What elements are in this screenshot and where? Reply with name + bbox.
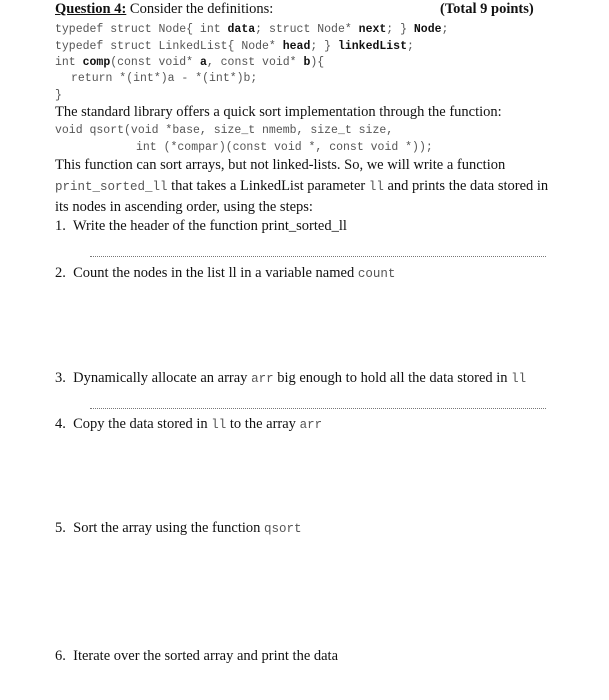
code-text: typedef struct Node{ int xyxy=(55,23,228,36)
step-number: 2. xyxy=(55,265,66,281)
code-keyword: head xyxy=(282,40,311,53)
description-line3: its nodes in ascending order, using the steps: xyxy=(55,199,313,215)
code-text: ; struct Node* xyxy=(255,23,359,36)
step-6 xyxy=(55,648,338,665)
function-name-code: print_sorted_ll xyxy=(55,180,168,194)
step-code: arr xyxy=(299,418,323,432)
step-number: 1. xyxy=(55,218,66,234)
step-code: arr xyxy=(251,372,274,386)
code-text: ; } xyxy=(310,40,338,53)
question-text: Consider the definitions: xyxy=(129,1,274,17)
question-header xyxy=(55,1,273,18)
code-text: , const void* xyxy=(206,56,304,69)
description-text: that takes a LinkedList parameter xyxy=(167,178,369,194)
step-text: Dynamically allocate an array xyxy=(73,370,252,386)
qsort-signature-line1: void qsort(void *base, size_t nmemb, size_t size, xyxy=(55,124,394,137)
step-number: 4. xyxy=(55,416,66,432)
step-code: count xyxy=(357,267,396,281)
description-line2 xyxy=(55,178,548,195)
code-keyword: linkedList xyxy=(337,40,407,53)
code-text: ; xyxy=(406,40,414,53)
param-code: ll xyxy=(368,180,384,194)
qsort-signature-line2: int (*compar)(const void *, const void *)); xyxy=(136,141,433,154)
answer-line-1 xyxy=(90,256,546,257)
step-text: to the array xyxy=(226,416,300,432)
step-text: Copy the data stored in xyxy=(73,416,212,432)
step-number: 6. xyxy=(55,648,66,664)
code-text: ; } xyxy=(386,23,414,36)
step-number: 5. xyxy=(55,520,66,536)
step-text: Sort the array using the function xyxy=(73,520,264,536)
step-code: qsort xyxy=(264,522,302,536)
step-code: ll xyxy=(511,372,527,386)
step-5 xyxy=(55,520,302,537)
step-text: Write the header of the function print_sorted_ll xyxy=(72,218,347,234)
points-label: (Total 9 points) xyxy=(440,1,534,17)
code-keyword: b xyxy=(303,56,311,69)
step-3 xyxy=(55,370,526,387)
step-text: Iterate over the sorted array and print the data xyxy=(73,648,339,664)
description-text: and prints the data stored in xyxy=(383,178,549,194)
code-text: ; xyxy=(441,23,449,36)
code-keyword: comp xyxy=(82,56,111,69)
code-line-linkedlist xyxy=(55,40,414,53)
step-number: 3. xyxy=(55,370,66,386)
code-text: (const void* xyxy=(110,56,200,69)
step-2 xyxy=(55,265,395,282)
step-text: big enough to hold all the data stored in xyxy=(273,370,512,386)
answer-line-3 xyxy=(90,408,546,409)
code-keyword: Node xyxy=(413,23,442,36)
code-text: ){ xyxy=(310,56,325,69)
code-keyword: next xyxy=(358,23,387,36)
code-text: typedef struct LinkedList{ Node* xyxy=(55,40,283,53)
step-text: Count the nodes in the list ll in a variable named xyxy=(73,265,358,281)
step-1 xyxy=(55,218,347,235)
code-line-return: return *(int*)a - *(int*)b; xyxy=(71,72,258,85)
step-4 xyxy=(55,416,322,433)
code-keyword: data xyxy=(227,23,256,36)
code-text: int xyxy=(55,56,83,69)
code-line-node xyxy=(55,23,448,36)
question-label: Question 4: xyxy=(55,1,127,17)
description-line1: This function can sort arrays, but not linked-lists. So, we will write a function xyxy=(55,157,506,173)
intro-text: The standard library offers a quick sort implementation through the function: xyxy=(55,104,502,120)
code-line-comp xyxy=(55,56,324,69)
code-line-close: } xyxy=(55,89,62,102)
code-keyword: a xyxy=(199,56,207,69)
step-code: ll xyxy=(211,418,227,432)
